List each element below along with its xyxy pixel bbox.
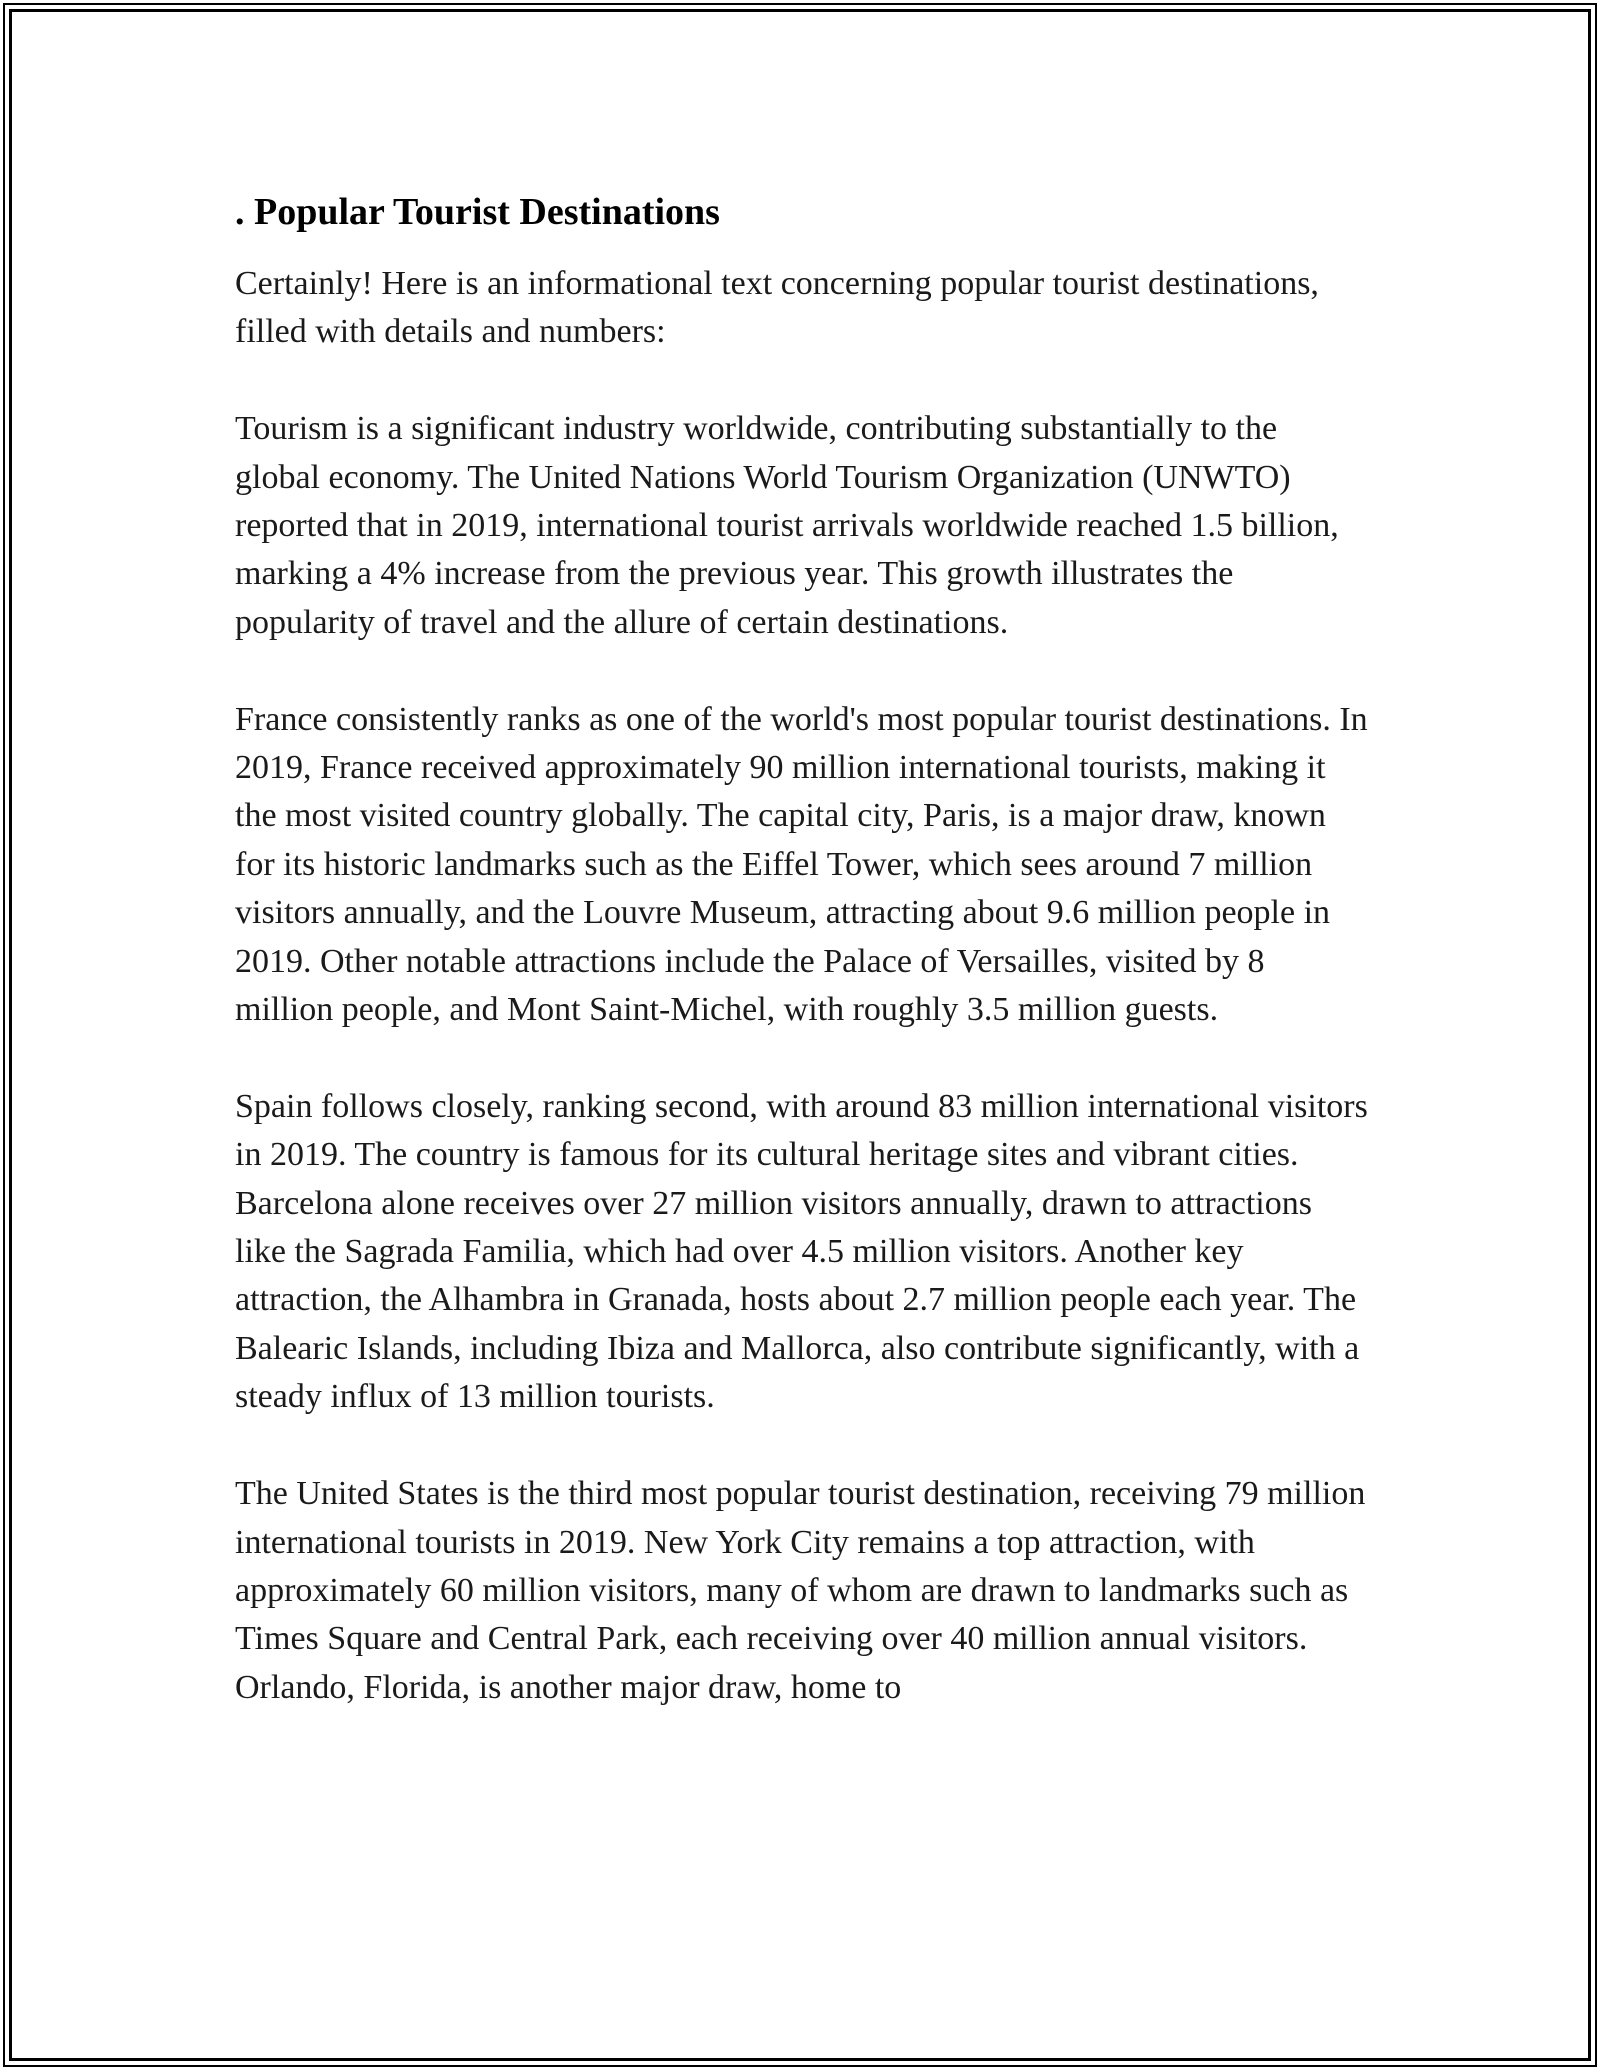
paragraph-tourism-overview: Tourism is a significant industry worldwide, contributing substantially to the global economy. The United Nations World Tourism Organization (UNWTO) reported that in 2019, international tourist arrivals worldwide reached 1.5 billion, marking a 4% increase from the previous year. This growth illustrates the popularity of travel and the allure of certain destinations. bbox=[235, 410, 1339, 641]
paragraph-intro: Certainly! Here is an informational text concerning popular tourist destinations, filled with details and numbers: bbox=[235, 265, 1319, 351]
document-body bbox=[235, 186, 1370, 1712]
paragraph-spain: Spain follows closely, ranking second, with around 83 million international visitors in 2019. The country is famous for its cultural heritage sites and vibrant cities. Barcelona alone receives over 27 million visitors annually, drawn to attractions like the Sagrada Familia, which had over 4.5 million visitors. Another key attraction, the Alhambra in Granada, hosts about 2.7 million people each year. The Balearic Islands, including Ibiza and Mallorca, also contribute significantly, with a steady influx of 13 million tourists. bbox=[235, 1087, 1368, 1416]
paragraph-united-states: The United States is the third most popular tourist destination, receiving 79 million international tourists in 2019. New York City remains a top attraction, with approximately 60 million visitors, many of whom are drawn to landmarks such as Times Square and Central Park, each receiving over 40 million annual visitors. Orlando, Florida, is another major draw, home to bbox=[235, 1475, 1366, 1706]
document-title: . Popular Tourist Destinations bbox=[235, 191, 720, 233]
paragraph-france: France consistently ranks as one of the world's most popular tourist destinations. In 2019, France received approximately 90 million international tourists, making it the most visited country globally. The capital city, Paris, is a major draw, known for its historic landmarks such as the Eiffel Tower, which sees around 7 million visitors annually, and the Louvre Museum, attracting about 9.6 million people in 2019. Other notable attractions include the Palace of Versailles, visited by 8 million people, and Mont Saint-Michel, with roughly 3.5 million guests. bbox=[235, 700, 1368, 1029]
